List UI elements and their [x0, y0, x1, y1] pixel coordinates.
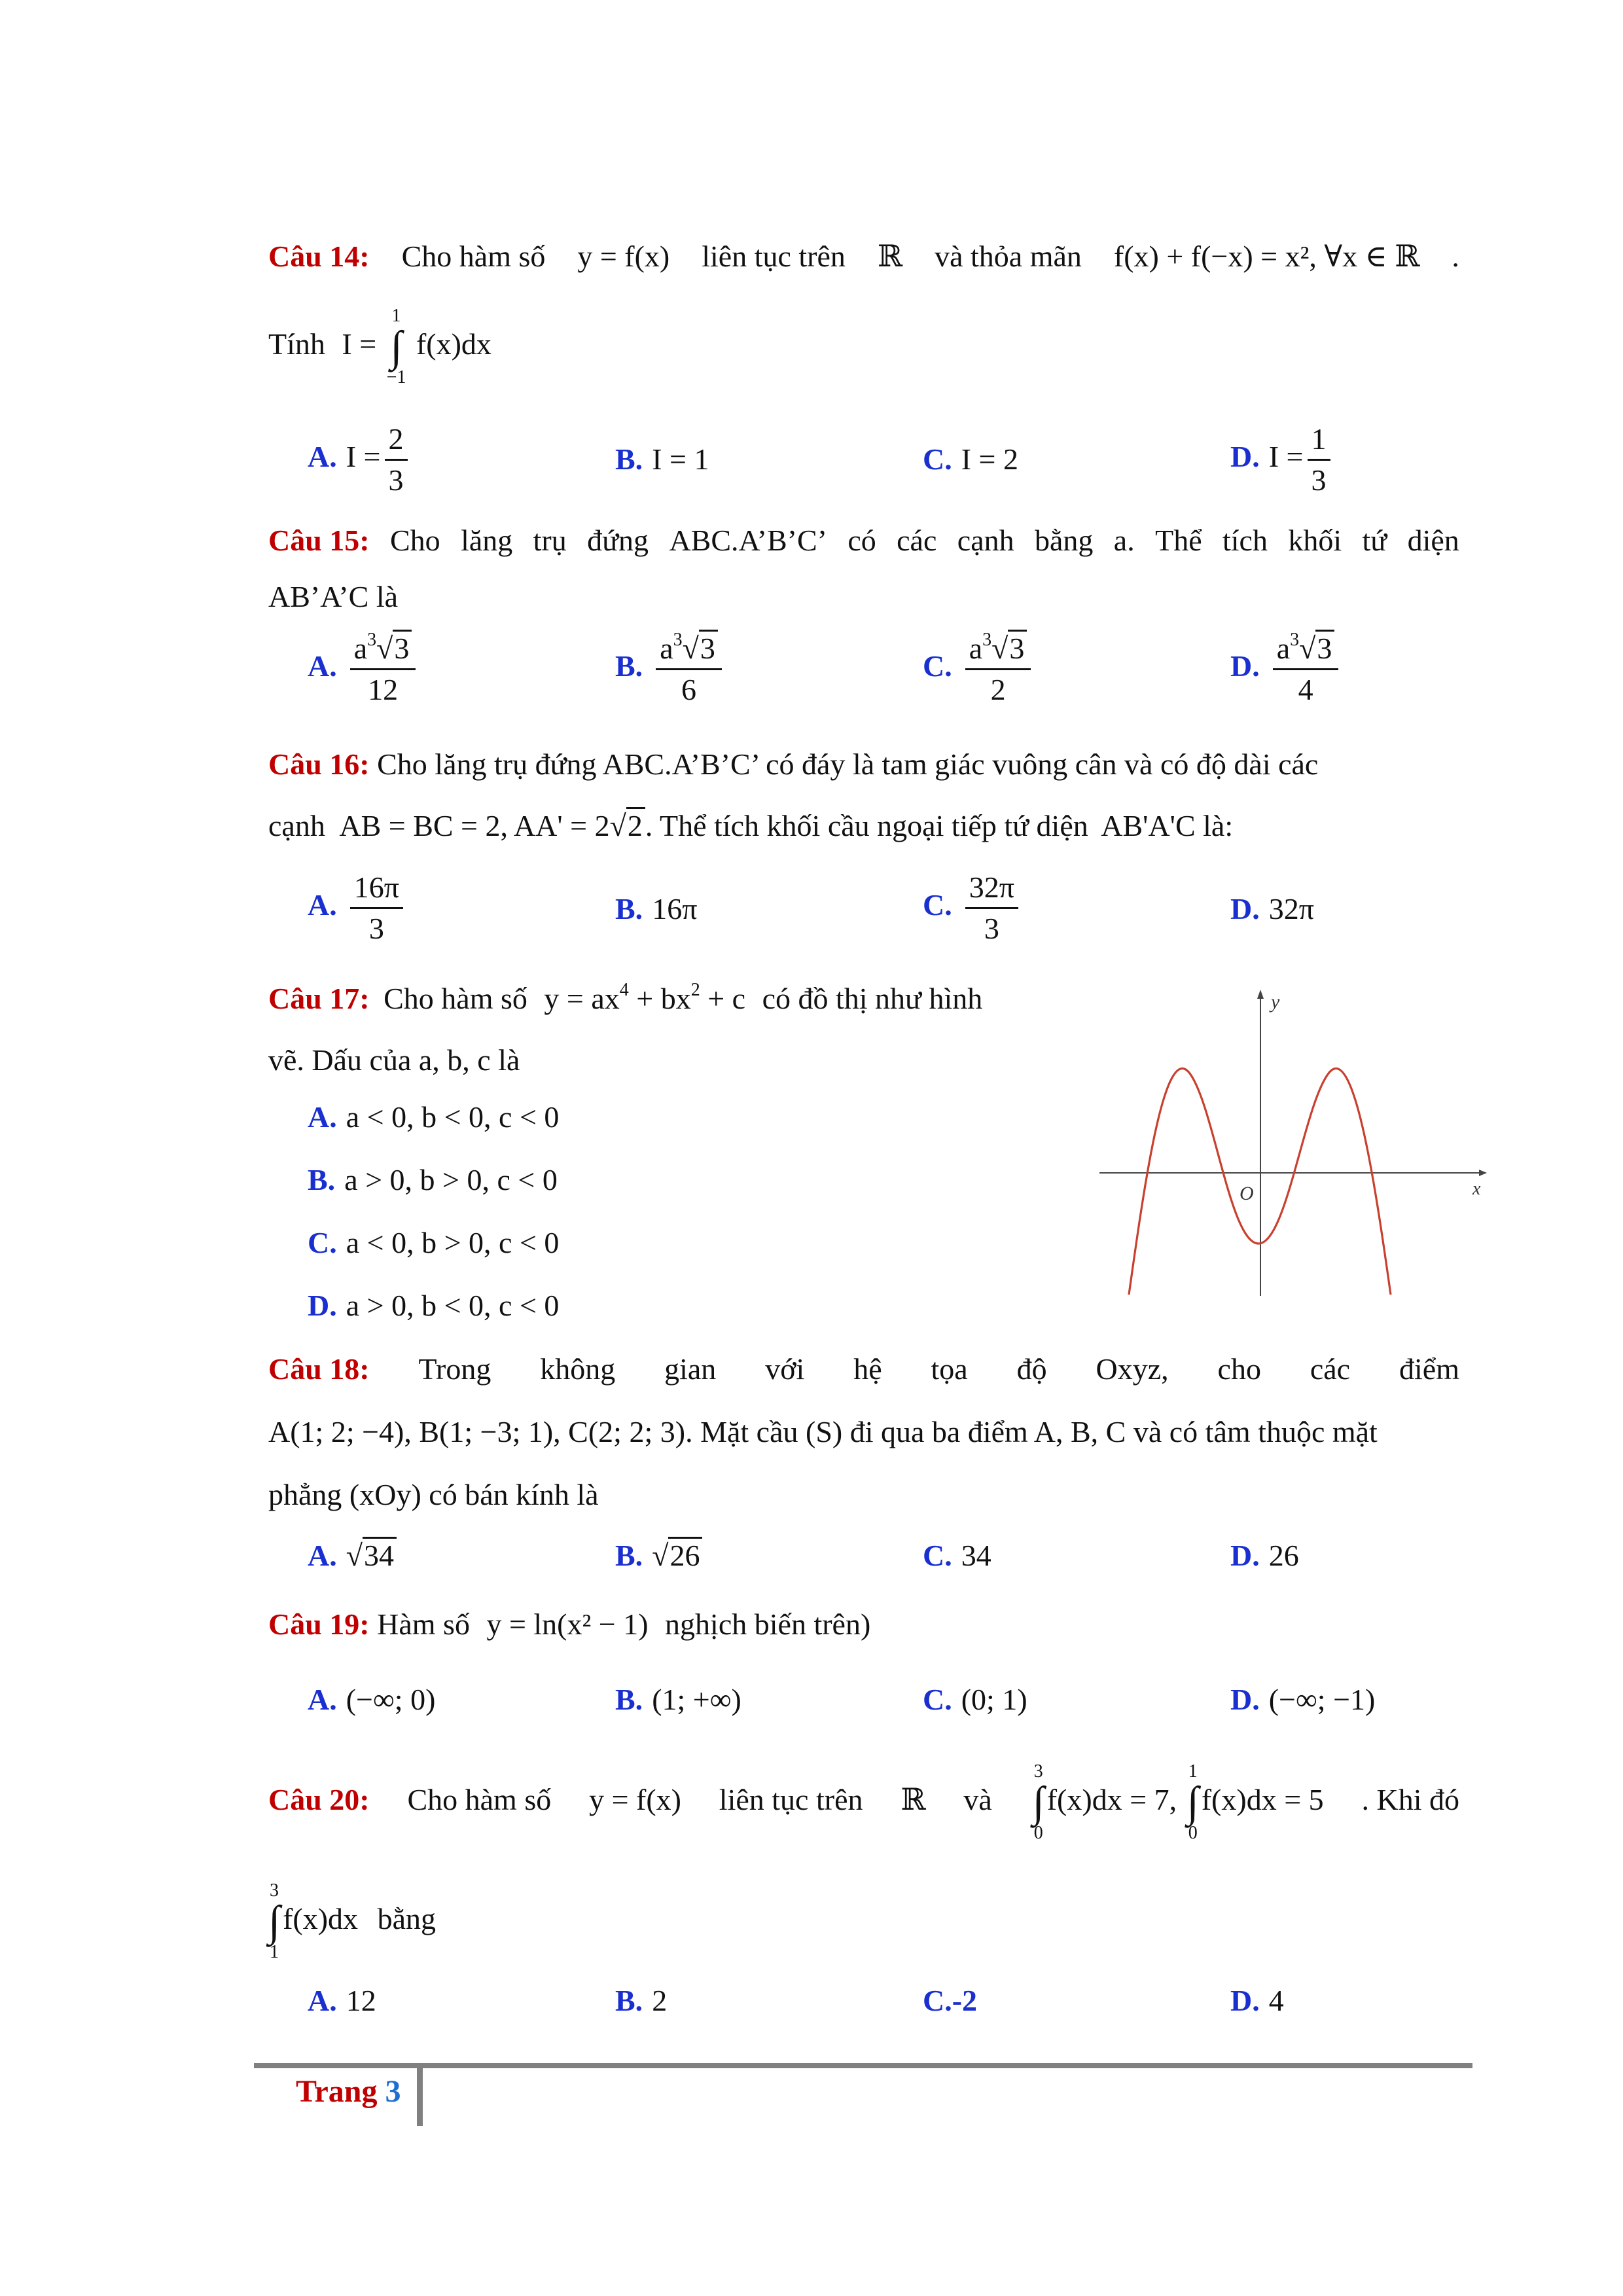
q19-line1: [268, 1605, 1459, 1644]
q15-option-c: [923, 632, 1035, 707]
sqrt-radicand: 26: [668, 1537, 702, 1572]
q14-option-b: [615, 442, 709, 476]
page-number: [296, 2073, 401, 2109]
option-value: a < 0, b < 0, c < 0: [346, 1100, 560, 1134]
q16-text: là:: [1203, 809, 1234, 842]
option-value: (0; 1): [961, 1683, 1027, 1716]
word: Cho: [390, 524, 440, 557]
q17-option-c: [308, 1225, 559, 1260]
x-axis-arrow: [1479, 1170, 1487, 1176]
fraction-denominator: 3: [388, 463, 404, 497]
word: bằng: [1035, 524, 1094, 557]
option-label: A.: [308, 1984, 337, 2017]
q17-option-a: [308, 1100, 559, 1134]
footer-rule: [254, 2063, 1472, 2068]
word: có: [847, 524, 876, 557]
q14-line2: [268, 298, 1459, 390]
fraction-denominator: 12: [368, 673, 399, 706]
q19-text: Hàm số: [377, 1607, 470, 1641]
q19-option-b: [615, 1682, 741, 1717]
y-axis-label: y: [1271, 991, 1280, 1013]
fraction-denominator: 3: [984, 912, 999, 945]
option-prefix: I =: [1268, 440, 1304, 474]
q18-line3: phẳng (xOy) có bán kính là: [268, 1478, 599, 1511]
q14-text: liên tục trên: [702, 240, 846, 273]
q15-label: Câu 15:: [268, 524, 370, 557]
q19-label: Câu 19:: [268, 1607, 370, 1641]
option-label: D.: [1230, 649, 1260, 683]
option-value: 2: [652, 1984, 668, 2017]
option-label: B.: [615, 442, 643, 476]
option-value: I = 1: [652, 442, 709, 476]
q16-line2: cạnh AB = BC = 2, AA' = 2√2. Thể tích khối cầu ngoại tiếp tứ diện AB'A'C là:: [268, 806, 1459, 846]
fraction-denominator: 3: [1311, 463, 1327, 497]
q18-option-b: B. √26: [615, 1538, 702, 1573]
q14-condition: f(x) + f(−x) = x², ∀x ∈ ℝ: [1113, 240, 1420, 273]
option-label: D.: [308, 1289, 337, 1322]
integral-symbol: 1 ∫ 0: [1186, 1761, 1199, 1844]
q14-integrand: f(x)dx: [416, 327, 491, 361]
q16-text: . Thể tích khối cầu ngoại tiếp tứ diện: [645, 809, 1088, 842]
q18-option-c: [923, 1538, 991, 1573]
option-label: D.: [1230, 1539, 1260, 1572]
option-value: 34: [961, 1539, 991, 1572]
option-value: (−∞; −1): [1268, 1683, 1376, 1716]
option-value: 4: [1268, 1984, 1284, 2017]
fraction-numerator: 2: [385, 422, 408, 461]
q17-option-d: [308, 1288, 559, 1323]
q16-label: Câu 16:: [268, 747, 370, 781]
option-value: 12: [346, 1984, 376, 2017]
fraction-denominator: 3: [368, 912, 384, 945]
option-label: C.: [923, 1539, 952, 1572]
option-label: C.: [308, 1226, 337, 1259]
option-label: A.: [308, 649, 337, 683]
q20-expr: y = f(x): [589, 1783, 681, 1816]
fraction-numerator: $a^3√3$: [656, 632, 722, 670]
word: các: [1310, 1352, 1351, 1386]
option-label: C.: [923, 442, 952, 476]
fraction-numerator: 16π: [350, 870, 403, 909]
word: cho: [1217, 1352, 1261, 1386]
option-prefix: I =: [346, 440, 381, 474]
q19-option-a: [308, 1682, 435, 1717]
function-graph: [1093, 982, 1492, 1302]
sqrt-radicand: 2: [626, 807, 645, 842]
option-label: A.: [308, 888, 337, 922]
q16-text: cạnh: [268, 809, 325, 842]
integral-symbol: 1 ∫ −1: [386, 306, 406, 388]
option-label: D.: [1230, 1984, 1260, 2017]
q14-text: và thỏa mãn: [935, 240, 1082, 273]
integral-upper-limit: 3: [1033, 1761, 1043, 1782]
q16-option-d: [1230, 891, 1314, 926]
option-value: -2: [952, 1984, 978, 2017]
q15-option-b: [615, 632, 726, 707]
q14-option-a: [308, 422, 412, 497]
q20-text: . Khi đó: [1361, 1783, 1459, 1816]
q20-text: và: [963, 1783, 992, 1816]
real-set-symbol: ℝ: [901, 1783, 926, 1816]
fraction: [350, 632, 416, 707]
fraction-numerator: $a^3√3$: [965, 632, 1031, 670]
integral-lower-limit: 1: [270, 1942, 279, 1963]
q20-line1: [268, 1754, 1459, 1846]
option-value: 26: [1268, 1539, 1299, 1572]
option-value: (−∞; 0): [346, 1683, 436, 1716]
word: tích: [1222, 524, 1268, 557]
integral-lower-limit: 0: [1188, 1823, 1198, 1844]
option-label: C.: [923, 649, 952, 683]
word: điểm: [1399, 1352, 1459, 1386]
integral-body: f(x)dx = 5: [1201, 1783, 1324, 1816]
option-label: B.: [615, 649, 643, 683]
integral-upper-limit: 3: [270, 1880, 279, 1901]
option-value: 16π: [652, 892, 698, 925]
q14-text: Cho hàm số: [401, 240, 546, 273]
word: khối: [1288, 524, 1342, 557]
integral-body: f(x)dx: [283, 1902, 359, 1935]
q18-option-d: [1230, 1538, 1299, 1573]
integral-lower-limit: −1: [386, 367, 406, 388]
option-label: C.: [923, 1984, 952, 2017]
option-label: D.: [1230, 892, 1260, 925]
x-axis-label: x: [1472, 1179, 1481, 1199]
sqrt-radicand: 34: [363, 1537, 397, 1572]
option-value: a > 0, b > 0, c < 0: [344, 1163, 558, 1196]
q18-label: Câu 18:: [268, 1352, 370, 1386]
q16-option-c: [923, 870, 1022, 946]
option-value: a > 0, b < 0, c < 0: [346, 1289, 560, 1322]
q14-label: Câu 14:: [268, 240, 370, 273]
page-number-value: 3: [385, 2074, 401, 2109]
word: cạnh: [957, 524, 1014, 557]
q18-line2: [268, 1412, 1459, 1452]
option-label: A.: [308, 1683, 337, 1716]
q20-option-c: [923, 1983, 986, 2018]
q14-expr: y = f(x): [577, 240, 670, 273]
fraction: [385, 422, 408, 497]
option-value: I = 2: [961, 442, 1018, 476]
fraction-numerator: 1: [1308, 422, 1330, 461]
word: Oxyz,: [1096, 1352, 1169, 1386]
real-set-symbol: ℝ: [877, 240, 903, 273]
word: gian: [664, 1352, 717, 1386]
word: với: [765, 1352, 805, 1386]
word: Trong: [418, 1352, 491, 1386]
q16-tetrahedron: AB'A'C: [1101, 809, 1196, 842]
q14-period: .: [1452, 240, 1459, 273]
q20-text: Cho hàm số: [407, 1783, 552, 1816]
option-label: B.: [615, 1984, 643, 2017]
q14-option-d: [1230, 422, 1334, 497]
q17-label: Câu 17:: [268, 982, 370, 1015]
fraction: [1273, 632, 1339, 707]
option-label: B.: [615, 1683, 643, 1716]
fraction-numerator: $a^3√3$: [350, 632, 416, 670]
q14-line1: [268, 237, 1459, 276]
word: Thể: [1155, 524, 1202, 557]
q20-text: bằng: [377, 1902, 436, 1935]
fraction-numerator: $a^3√3$: [1273, 632, 1339, 670]
word: không: [540, 1352, 616, 1386]
option-label: C.: [923, 1683, 952, 1716]
q19-option-c: [923, 1682, 1027, 1717]
option-label: A.: [308, 440, 337, 474]
q20-text: liên tục trên: [719, 1783, 863, 1816]
word: hệ: [853, 1352, 882, 1386]
q16-lengths: AB = BC = 2, AA' = 2: [339, 809, 610, 842]
option-label: D.: [1230, 1683, 1260, 1716]
q17-line2: vẽ. Dấu của a, b, c là: [268, 1043, 520, 1077]
fraction: [1308, 422, 1330, 497]
word: trụ: [533, 524, 567, 557]
word: tứ: [1362, 524, 1387, 557]
q16-line1: [268, 745, 1459, 784]
fraction: [656, 632, 722, 707]
q18-text: . Mặt cầu (S) đi qua ba điểm A, B, C và có tâm thuộc mặt: [685, 1415, 1378, 1448]
word: lăng: [461, 524, 513, 557]
q15-option-a: [308, 632, 419, 707]
word: các: [897, 524, 937, 557]
q20-line2: [268, 1873, 1459, 1965]
q15-line2: AB’A’C là: [268, 580, 399, 613]
q18-line1: [268, 1350, 1459, 1389]
q16-option-b: [615, 891, 697, 926]
q20-label: Câu 20:: [268, 1783, 370, 1816]
q18-option-a: A. √34: [308, 1538, 397, 1573]
q19-function: y = ln(x² − 1): [486, 1607, 649, 1641]
q16-option-a: [308, 870, 407, 946]
integral-upper-limit: 1: [391, 306, 401, 327]
option-value: 32π: [1268, 892, 1314, 925]
option-value: a < 0, b > 0, c < 0: [346, 1226, 560, 1259]
word: đứng: [587, 524, 649, 557]
q20-integral-1: [1030, 1754, 1324, 1846]
word: ABC.A’B’C’: [669, 524, 827, 557]
q17-line1: [268, 979, 1073, 1018]
q20-option-b: [615, 1983, 667, 2018]
integral-upper-limit: 1: [1188, 1761, 1198, 1782]
q20-option-a: [308, 1983, 376, 2018]
word: a.: [1113, 524, 1135, 557]
origin-label: O: [1240, 1183, 1254, 1204]
q15-option-d: [1230, 632, 1342, 707]
q17-text: có đồ thị như hình: [762, 982, 983, 1015]
q17-function: $y = ax^4 + bx^2 + c$: [544, 980, 746, 1015]
integral-symbol: 3 ∫ 1: [268, 1880, 281, 1963]
option-label: A.: [308, 1539, 337, 1572]
word: diện: [1407, 524, 1459, 557]
word: độ: [1016, 1352, 1047, 1386]
fraction: [965, 870, 1018, 946]
word: tọa: [931, 1352, 968, 1386]
fraction: [965, 632, 1031, 707]
integral-symbol: 3 ∫ 0: [1032, 1761, 1044, 1844]
option-label: B.: [615, 1539, 643, 1572]
q17-option-b: [308, 1162, 558, 1197]
option-label: D.: [1230, 440, 1260, 474]
fraction-numerator: 32π: [965, 870, 1018, 909]
q17-text: Cho hàm số: [383, 982, 527, 1015]
option-value: (1; +∞): [652, 1683, 741, 1716]
q15-line1: [268, 521, 1459, 560]
q19-option-d: [1230, 1682, 1375, 1717]
page-number-label: Trang: [296, 2074, 378, 2109]
option-label: C.: [923, 888, 952, 922]
option-label: B.: [308, 1163, 336, 1196]
q14-option-c: [923, 442, 1018, 476]
fraction-denominator: 4: [1298, 673, 1313, 706]
fraction-denominator: 6: [681, 673, 697, 706]
option-label: B.: [615, 892, 643, 925]
q19-text: nghịch biến trên): [665, 1607, 871, 1641]
fraction-denominator: 2: [990, 673, 1006, 706]
q16-text: Cho lăng trụ đứng ABC.A’B’C’ có đáy là tam giác vuông cân và có độ dài các: [377, 747, 1319, 781]
y-axis-arrow: [1257, 990, 1264, 999]
integral-body: f(x)dx = 7,: [1046, 1783, 1177, 1816]
q14-integral-lhs: I =: [342, 327, 377, 361]
q14-tinh: Tính: [268, 327, 325, 361]
q20-option-d: [1230, 1983, 1284, 2018]
footer-divider: [417, 2068, 423, 2126]
fraction: [350, 870, 403, 946]
q18-points: A(1; 2; −4), B(1; −3; 1), C(2; 2; 3): [268, 1415, 686, 1448]
option-label: A.: [308, 1100, 337, 1134]
integral-lower-limit: 0: [1033, 1823, 1043, 1844]
